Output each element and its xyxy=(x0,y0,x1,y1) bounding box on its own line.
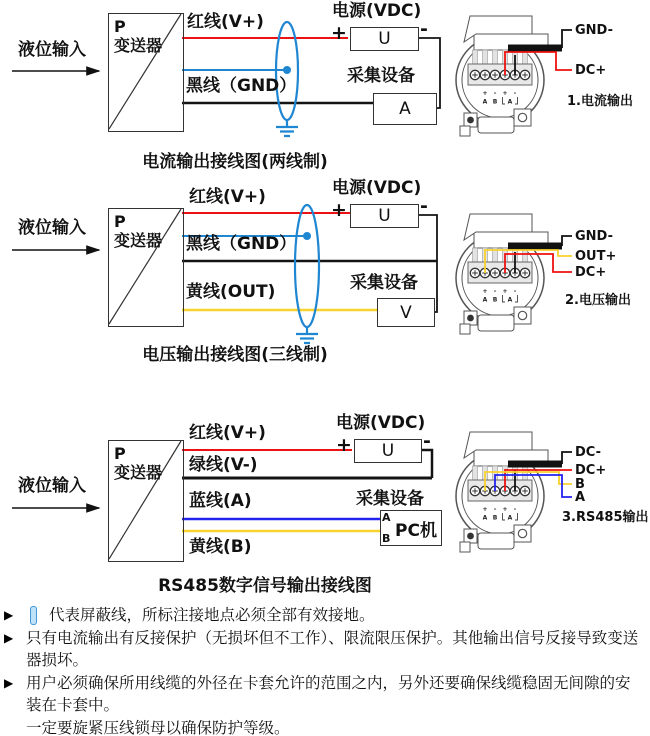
note-text-3: 用户必须确保所用线缆的外径在卡套允许的范围之内，另外还要确保线缆稳固无间隙的安装在卡套中。 xyxy=(26,674,631,714)
d1-power-unit-box: U xyxy=(350,27,419,51)
notes-section xyxy=(4,604,644,736)
d2-minus-sign: - xyxy=(420,195,428,217)
d2-black-wire-label: 黑线（GND） xyxy=(186,234,297,254)
d2-transmitter-box xyxy=(108,208,184,327)
d3-linework xyxy=(12,432,572,559)
d3-transmitter-box xyxy=(108,440,184,562)
note-text-2: 只有电流输出有反接保护（无损坏但不工作）、限流限压保护。其他输出信号反接导致变送器损坏。 xyxy=(26,629,639,669)
d2-lead-dc-label: DC+ xyxy=(575,265,607,280)
d3-pc-box xyxy=(380,510,442,546)
d1-box-p: P xyxy=(114,17,126,36)
note-bullet-icon: ▶ xyxy=(4,676,14,690)
d1-red-wire-label: 红线(V+) xyxy=(187,12,264,32)
note-row-4 xyxy=(4,717,644,736)
note-text-4: 一定要旋紧压线锁母以确保防护等级。 xyxy=(26,719,290,736)
d3-lead-dcp-label: DC+ xyxy=(575,463,607,478)
d1-minus-sign: - xyxy=(420,18,428,40)
d3-lead-a-label: A xyxy=(575,490,586,505)
d1-output-label: 1.电流输出 xyxy=(567,94,633,109)
d3-lead-b-label: B xyxy=(575,477,585,492)
d3-box-p: P xyxy=(114,444,126,463)
d3-green-wire-label: 绿线(V-) xyxy=(189,455,258,475)
d2-output-label: 2.电压输出 xyxy=(565,293,631,308)
note-row-1 xyxy=(4,604,644,626)
d2-lead-gnd-label: GND- xyxy=(575,229,613,244)
d3-plus-sign: + xyxy=(336,434,352,456)
d1-caption: 电流输出接线图(两线制) xyxy=(142,152,328,172)
d1-lead-gnd-label: GND- xyxy=(575,23,613,38)
d3-pc-b-label: B xyxy=(382,532,391,545)
d2-yellow-wire-label: 黄线(OUT) xyxy=(186,282,276,302)
d3-pc-label: PC机 xyxy=(395,520,437,541)
note-bullet-icon: ▶ xyxy=(4,631,14,645)
d3-collector-label: 采集设备 xyxy=(356,489,424,509)
d3-lead-dcm-label: DC- xyxy=(575,445,602,460)
d3-power-label: 电源(VDC) xyxy=(336,413,426,433)
d3-pc-a-label: A xyxy=(382,511,391,524)
d2-power-label: 电源(VDC) xyxy=(332,178,422,198)
note-text-1: 代表屏蔽线，所标注接地点必须全部有效接地。 xyxy=(49,606,375,624)
note-row-3 xyxy=(4,672,644,716)
d3-output-label: 3.RS485输出 xyxy=(562,510,649,525)
d2-power-unit-box: U xyxy=(350,204,419,228)
d3-caption: RS485数字信号输出接线图 xyxy=(158,576,372,596)
d1-ground-icon xyxy=(276,120,298,136)
d2-linework xyxy=(12,205,572,343)
shield-line-icon xyxy=(30,606,37,625)
note-bullet-icon: ▶ xyxy=(4,608,14,622)
d2-lead-out-label: OUT+ xyxy=(575,249,617,264)
d3-box-name: 变送器 xyxy=(114,463,163,482)
d2-shield-ellipse xyxy=(295,205,319,327)
d3-red-wire-label: 红线(V+) xyxy=(189,423,266,443)
d2-box-p: P xyxy=(114,212,126,231)
d3-input-label: 液位输入 xyxy=(18,476,86,496)
d1-power-label: 电源(VDC) xyxy=(332,1,422,21)
d1-collector-unit-box: A xyxy=(373,93,437,125)
d2-collector-unit-box: V xyxy=(377,298,435,327)
d2-red-wire-label: 红线(V+) xyxy=(189,187,266,207)
d3-yellow-wire-label: 黄线(B) xyxy=(189,537,252,557)
d1-lead-dc-label: DC+ xyxy=(575,63,607,78)
d2-caption: 电压输出接线图(三线制) xyxy=(142,345,328,365)
d1-collector-label: 采集设备 xyxy=(347,66,415,86)
d3-power-unit-box: U xyxy=(354,439,422,463)
d2-box-name: 变送器 xyxy=(114,231,163,250)
d1-transmitter-box xyxy=(108,13,184,132)
d3-blue-wire-label: 蓝线(A) xyxy=(189,491,252,511)
d2-plus-sign: + xyxy=(331,199,347,221)
d1-black-wire-label: 黑线（GND） xyxy=(186,76,297,96)
d2-collector-label: 采集设备 xyxy=(350,273,418,293)
d1-box-name: 变送器 xyxy=(114,36,163,55)
d1-plus-sign: + xyxy=(331,22,347,44)
note-row-2 xyxy=(4,627,644,671)
d1-input-label: 液位输入 xyxy=(18,40,86,60)
d3-minus-sign: - xyxy=(423,430,431,452)
d1-linework xyxy=(12,14,572,136)
d2-input-label: 液位输入 xyxy=(18,218,86,238)
